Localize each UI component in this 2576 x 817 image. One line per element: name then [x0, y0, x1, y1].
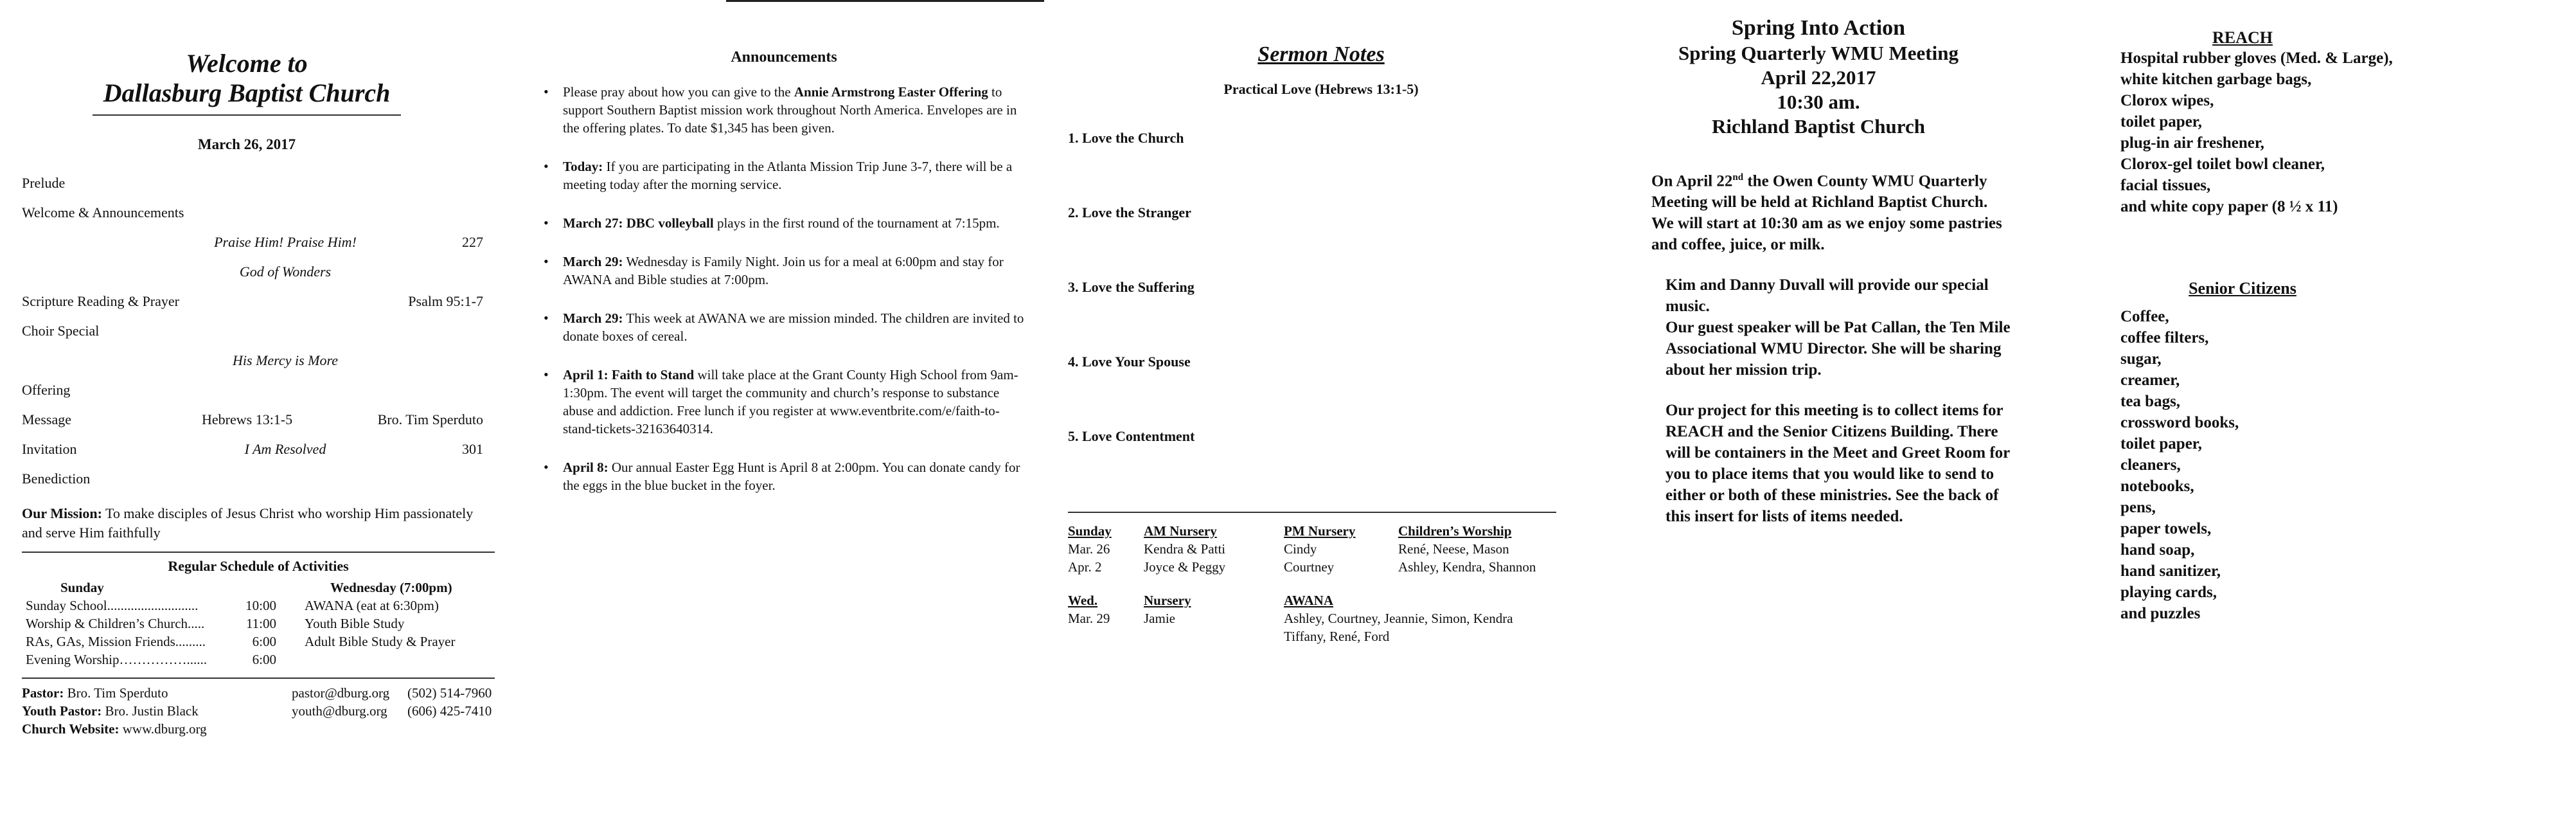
- order-of-service: [22, 168, 495, 494]
- service-item: [22, 198, 495, 228]
- wmu-p1-text: On April 22: [1651, 172, 1733, 190]
- senior-citizens-list: [2120, 306, 2563, 624]
- contacts: [22, 684, 495, 738]
- service-item: [22, 346, 495, 375]
- senior-item: cleaners,: [2120, 456, 2181, 474]
- contact-role: Youth Pastor:: [22, 703, 102, 719]
- activity-name: Evening Worship……………......: [26, 652, 207, 667]
- activity-time: 11:00: [245, 616, 276, 631]
- wed-row: [1068, 627, 1574, 645]
- sermon-point: 3. Love the Suffering: [1068, 279, 1195, 295]
- announcement-highlight: April 1: Faith to Stand: [563, 367, 695, 382]
- service-item-ref: 227: [462, 234, 483, 250]
- divider: [22, 552, 495, 553]
- reach-item: Clorox wipes,: [2120, 92, 2214, 109]
- schedule: [22, 579, 495, 669]
- service-item-detail: Hebrews 13:1-5: [202, 411, 293, 427]
- contact-row: [22, 684, 495, 702]
- senior-item: toilet paper,: [2120, 435, 2202, 453]
- service-item-detail: His Mercy is More: [233, 352, 338, 368]
- spacer: [1068, 576, 1574, 591]
- contact-role: Pastor:: [22, 685, 64, 701]
- service-item-detail: I Am Resolved: [244, 441, 326, 457]
- reach-list: [2120, 48, 2563, 217]
- wed-row: [1068, 609, 1574, 627]
- wednesday-activity: Adult Bible Study & Prayer: [305, 634, 456, 649]
- nursery-cell: Ashley, Kendra, Shannon: [1398, 559, 1536, 575]
- senior-item: playing cards,: [2120, 584, 2217, 601]
- nursery-header: Children’s Worship: [1398, 523, 1512, 539]
- announcement-item: [540, 458, 1028, 494]
- announcement-text: This week at AWANA we are mission minded. The children are invited to donate boxes of cereal.: [563, 310, 1024, 344]
- announcement-highlight: Today:: [563, 159, 603, 174]
- service-item: [22, 287, 495, 316]
- announcement-text: to support Southern Baptist mission work throughout North America. Envelopes are in the offering plates. To date $1,345 has been given.: [563, 84, 1017, 136]
- reach-item: white kitchen garbage bags,: [2120, 71, 2312, 88]
- nursery-cell: Apr. 2: [1068, 559, 1102, 575]
- announcement-text: Our annual Easter Egg Hunt is April 8 at 2:00pm. You can donate candy for the eggs in the blue bucket in the foyer.: [563, 460, 1020, 493]
- sermon-title: Sermon Notes: [1257, 42, 1385, 66]
- senior-item: hand sanitizer,: [2120, 562, 2221, 580]
- website-link[interactable]: www.dburg.org: [122, 721, 207, 737]
- announcement-item: [540, 157, 1028, 193]
- service-item: [22, 375, 495, 405]
- service-item-label: Offering: [22, 382, 71, 398]
- sermon-point: 1. Love the Church: [1068, 130, 1184, 146]
- sunday-activity: [22, 633, 276, 651]
- nursery-cell: Cindy: [1284, 541, 1317, 557]
- wmu-heading-line: Spring Into Action: [1731, 16, 1906, 40]
- contact-name: Bro. Justin Black: [105, 703, 199, 719]
- sermon-subtitle: Practical Love (Hebrews 13:1-5): [1223, 81, 1419, 97]
- wednesday-schedule: [305, 579, 495, 669]
- wed-cell: [1144, 627, 1284, 645]
- activity-time: 6:00: [252, 634, 276, 649]
- nursery-row: [1068, 558, 1574, 576]
- senior-item: creamer,: [2120, 372, 2180, 389]
- senior-item: Coffee,: [2120, 308, 2169, 325]
- wmu-p1-sup: nd: [1732, 172, 1744, 183]
- wed-cell: Ashley, Courtney, Jeannie, Simon, Kendra: [1284, 611, 1513, 626]
- activity-name: RAs, GAs, Mission Friends.........: [26, 634, 206, 649]
- website-row: [22, 720, 495, 738]
- bulletin-panel: [0, 0, 514, 817]
- service-item-label: Choir Special: [22, 323, 100, 339]
- sermon-panel: [1041, 0, 1587, 817]
- announcement-text: plays in the first round of the tournament at 7:15pm.: [713, 215, 1000, 231]
- announcements-title: Announcements: [731, 49, 837, 66]
- wmu-paragraph-2: Kim and Danny Duvall will provide our special music.: [1666, 276, 1989, 316]
- announcement-item: [540, 83, 1028, 137]
- senior-item: sugar,: [2120, 350, 2162, 368]
- wmu-heading-line: 10:30 am.: [1777, 91, 1860, 113]
- wed-header: Wed.: [1068, 593, 1098, 608]
- sunday-activity: [22, 651, 276, 669]
- sermon-points: [1068, 130, 1574, 503]
- activity-time: 6:00: [252, 652, 276, 667]
- nursery-header: PM Nursery: [1284, 523, 1356, 539]
- wmu-heading: [1651, 15, 1985, 139]
- senior-item: notebooks,: [2120, 478, 2194, 495]
- announcement-highlight: April 8:: [563, 460, 608, 475]
- senior-item: pens,: [2120, 499, 2156, 516]
- wed-cell: Mar. 29: [1068, 611, 1110, 626]
- wmu-paragraph-3: Our guest speaker will be Pat Callan, the Ten Mile Associational WMU Director. She will be sharing about her mission trip.: [1666, 319, 2011, 379]
- activity-time: 10:00: [245, 598, 276, 613]
- sermon-point: 5. Love Contentment: [1068, 428, 1195, 444]
- divider: [22, 678, 495, 679]
- announcement-text: Please pray about how you can give to the: [563, 84, 794, 100]
- mission-statement: [22, 504, 495, 543]
- service-item: [22, 405, 495, 435]
- senior-item: hand soap,: [2120, 541, 2195, 559]
- announcement-item: [540, 214, 1028, 232]
- nursery-cell: Kendra & Patti: [1144, 541, 1226, 557]
- service-item-label: Message: [22, 411, 71, 427]
- service-item-detail: Praise Him! Praise Him!: [214, 234, 357, 250]
- wmu-p1-text-cont: the Owen County WMU Quarterly Meeting will be held at Richland Baptist Church. We will start at 10:30 am as we enjoy some pastries and coffee, juice, or milk.: [1651, 172, 2002, 254]
- contact-email[interactable]: pastor@dburg.org: [292, 685, 390, 701]
- announcement-highlight: March 29:: [563, 310, 623, 326]
- nursery-row: [1068, 540, 1574, 558]
- wed-header: Nursery: [1144, 593, 1191, 608]
- announcement-text: If you are participating in the Atlanta Mission Trip June 3-7, there will be a meeting today after the morning service.: [563, 159, 1013, 192]
- divider: [93, 114, 401, 116]
- contact-row: [22, 702, 495, 720]
- wed-header-row: [1068, 591, 1574, 609]
- welcome-line1: Welcome to: [186, 49, 308, 78]
- wmu-heading-line: Spring Quarterly WMU Meeting: [1678, 42, 1959, 64]
- senior-item: crossword books,: [2120, 414, 2239, 431]
- sunday-header: Sunday: [60, 580, 104, 595]
- nursery-cell: René, Neese, Mason: [1398, 541, 1509, 557]
- sunday-activity: [22, 615, 276, 633]
- announcement-item: [540, 253, 1028, 289]
- announcement-highlight: Annie Armstrong Easter Offering: [794, 84, 988, 100]
- wednesday-activity: AWANA (eat at 6:30pm): [305, 598, 439, 613]
- wed-cell: [1068, 627, 1144, 645]
- wed-header: AWANA: [1284, 593, 1334, 608]
- contact-name: Bro. Tim Sperduto: [67, 685, 168, 701]
- announcements-list: [540, 83, 1028, 494]
- mission-label: Our Mission:: [22, 505, 102, 521]
- activity-name: Worship & Children’s Church.....: [26, 616, 205, 631]
- announcements-panel: [514, 0, 1041, 817]
- sunday-activity: [22, 597, 276, 615]
- reach-item: Hospital rubber gloves (Med. & Large),: [2120, 49, 2393, 67]
- service-item: [22, 464, 495, 494]
- nursery-schedule: [1068, 522, 1574, 645]
- service-item-label: Prelude: [22, 175, 66, 191]
- reach-item: plug-in air freshener,: [2120, 134, 2264, 152]
- reach-item: toilet paper,: [2120, 113, 2202, 130]
- reach-item: and white copy paper (8 ½ x 11): [2120, 198, 2338, 215]
- welcome-title: [22, 49, 495, 108]
- sunday-schedule: [22, 579, 305, 669]
- donation-lists-panel: [2101, 0, 2576, 817]
- mission-text: To make disciples of Jesus Christ who worship Him passionately and serve Him faithfully: [22, 505, 474, 541]
- service-item: [22, 168, 495, 198]
- divider: [1068, 512, 1556, 513]
- contact-person: [22, 702, 292, 720]
- service-item-label: Invitation: [22, 441, 77, 457]
- wmu-paragraph-4: Our project for this meeting is to collect items for REACH and the Senior Citizens Building. There will be containers in the Meet and Greet Room for you to place items that you would like to send to either or both of these ministries. See the back of this insert for lists of items needed.: [1666, 402, 2010, 526]
- contact-email[interactable]: youth@dburg.org: [292, 703, 387, 719]
- reach-item: facial tissues,: [2120, 177, 2211, 194]
- contact-person: [22, 684, 292, 702]
- wmu-heading-line: April 22,2017: [1761, 66, 1876, 89]
- church-name: Dallasburg Baptist Church: [103, 78, 391, 107]
- senior-item: coffee filters,: [2120, 329, 2209, 346]
- nursery-header-row: [1068, 522, 1574, 540]
- nursery-header: AM Nursery: [1144, 523, 1217, 539]
- senior-item: and puzzles: [2120, 605, 2201, 622]
- wednesday-activity: Youth Bible Study: [305, 616, 405, 631]
- wednesday-header: Wednesday (7:00pm): [330, 580, 452, 595]
- service-item: [22, 228, 495, 257]
- contact-phone: (502) 514-7960: [407, 685, 492, 701]
- announcement-highlight: March 27: DBC volleyball: [563, 215, 714, 231]
- website-label: Church Website:: [22, 721, 120, 737]
- reach-item: Clorox-gel toilet bowl cleaner,: [2120, 156, 2325, 173]
- service-item-label: Benediction: [22, 471, 91, 487]
- nursery-cell: Courtney: [1284, 559, 1335, 575]
- contact-phone: (606) 425-7410: [407, 703, 492, 719]
- wmu-body: [1651, 167, 2011, 527]
- announcement-highlight: March 29:: [563, 254, 623, 269]
- activity-name: Sunday School...........................: [26, 598, 199, 613]
- announcement-text: Wednesday is Family Night. Join us for a meal at 6:00pm and stay for AWANA and Bible studies at 7:00pm.: [563, 254, 1004, 287]
- service-item-detail: God of Wonders: [239, 264, 332, 280]
- schedule-title: Regular Schedule of Activities: [168, 558, 349, 574]
- service-item: [22, 435, 495, 464]
- wmu-paragraph-1: [1651, 167, 2011, 255]
- bulletin-date: March 26, 2017: [197, 136, 296, 152]
- announcement-item: [540, 309, 1028, 345]
- announcement-item: [540, 366, 1028, 438]
- announcement-text: will take place at the Grant County High School from 9am-1:30pm. The event will target the community and church’s response to substance abuse and addiction. Free lunch if you register at www.eventbrite.com/e/faith-to-stand-tickets-32163640314.: [563, 367, 1018, 436]
- sermon-point: 2. Love the Stranger: [1068, 204, 1191, 220]
- sermon-point: 4. Love Your Spouse: [1068, 354, 1191, 370]
- service-item-label: Welcome & Announcements: [22, 204, 184, 220]
- nursery-cell: Joyce & Peggy: [1144, 559, 1226, 575]
- reach-title: REACH: [2212, 28, 2273, 47]
- wed-cell: Tiffany, René, Ford: [1284, 629, 1390, 644]
- nursery-header: Sunday: [1068, 523, 1112, 539]
- wed-cell: Jamie: [1144, 611, 1175, 626]
- senior-item: paper towels,: [2120, 520, 2212, 537]
- wmu-heading-line: Richland Baptist Church: [1712, 115, 1925, 138]
- senior-item: tea bags,: [2120, 393, 2181, 410]
- service-item-ref: 301: [462, 441, 483, 457]
- nursery-cell: Mar. 26: [1068, 541, 1110, 557]
- service-item-label: Scripture Reading & Prayer: [22, 293, 179, 309]
- senior-citizens-title: Senior Citizens: [2189, 279, 2296, 298]
- service-item: [22, 257, 495, 287]
- service-item-ref: Psalm 95:1-7: [408, 293, 483, 309]
- service-item: [22, 316, 495, 346]
- service-item-ref: Bro. Tim Sperduto: [377, 411, 483, 427]
- wmu-panel: [1587, 0, 2101, 817]
